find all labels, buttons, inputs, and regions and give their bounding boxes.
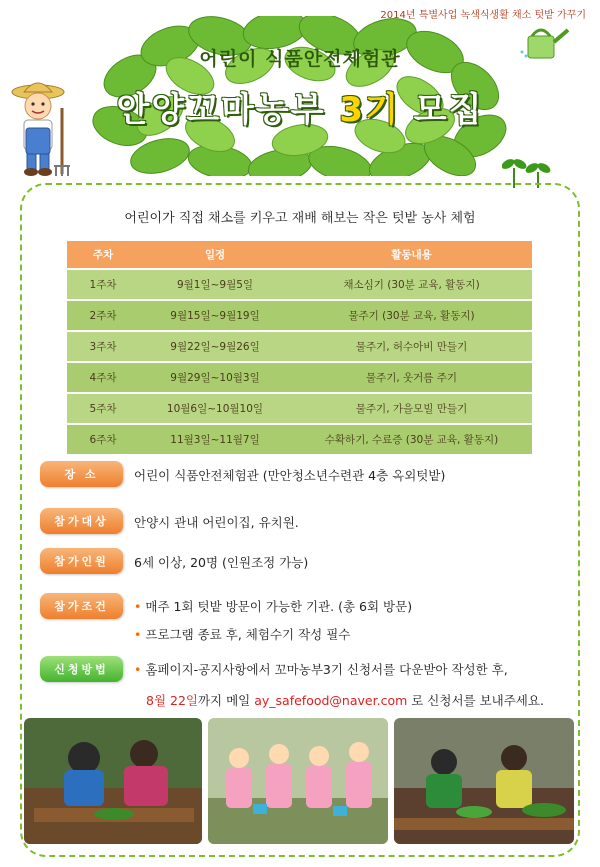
week-cell: 5주차 bbox=[67, 394, 139, 423]
table-row bbox=[67, 270, 532, 299]
table-row bbox=[67, 425, 532, 454]
place-value: 어린이 식품안전체험관 (만안청소년수련관 4층 옥외텃밭) bbox=[134, 468, 446, 483]
condition-item-1 bbox=[134, 597, 412, 615]
activity-cell: 수확하기, 수료증 (30분 교육, 활동지) bbox=[291, 425, 532, 454]
date-cell: 9월15일~9월19일 bbox=[139, 301, 291, 330]
week-cell: 6주차 bbox=[67, 425, 139, 454]
bullet-icon: • bbox=[134, 662, 142, 677]
date-cell: 9월1일~9월5일 bbox=[139, 270, 291, 299]
bullet-icon: • bbox=[134, 627, 142, 642]
activity-cell: 물주기, 허수아비 만들기 bbox=[291, 332, 532, 361]
bullet-icon: • bbox=[134, 599, 142, 614]
activity-cell: 채소심기 (30분 교육, 활동지) bbox=[291, 270, 532, 299]
apply-text-1: 홈페이지-공지사항에서 꼬마농부3기 신청서를 다운받아 작성한 후, bbox=[145, 662, 508, 677]
week-cell: 4주차 bbox=[67, 363, 139, 392]
table-row bbox=[67, 363, 532, 392]
top-note: 2014년 특별사업 녹색식생활 채소 텃밭 가꾸기 bbox=[380, 10, 586, 21]
photo-children-garden bbox=[394, 718, 574, 844]
table-row bbox=[67, 394, 532, 423]
week-cell: 2주차 bbox=[67, 301, 139, 330]
target-value: 안양시 관내 어린이집, 유치원. bbox=[134, 515, 299, 530]
title-suffix: 모집 bbox=[399, 90, 484, 130]
activity-cell: 물주기 (30분 교육, 활동지) bbox=[291, 301, 532, 330]
condition-label: 참가조건 bbox=[40, 593, 123, 619]
place-label: 장 소 bbox=[40, 461, 123, 487]
intro-text: 어린이가 직접 채소를 키우고 재배 해보는 작은 텃밭 농사 체험 bbox=[124, 211, 476, 226]
activity-cell: 물주기, 웃거름 주기 bbox=[291, 363, 532, 392]
apply-end-text: 로 신청서를 보내주세요. bbox=[407, 693, 544, 708]
photo-children-watering bbox=[208, 718, 388, 844]
date-cell: 9월22일~9월26일 bbox=[139, 332, 291, 361]
title-accent: 3기 bbox=[339, 90, 400, 130]
count-value: 6세 이상, 20명 (인원조정 가능) bbox=[134, 555, 309, 570]
schedule-header-row bbox=[67, 241, 532, 268]
apply-deadline: 8월 22일 bbox=[146, 693, 198, 708]
date-cell: 11월3일~11월7일 bbox=[139, 425, 291, 454]
table-row bbox=[67, 332, 532, 361]
count-label: 참가인원 bbox=[40, 548, 123, 574]
activity-cell: 물주기, 가을모빌 만들기 bbox=[291, 394, 532, 423]
apply-label: 신청방법 bbox=[40, 656, 123, 682]
condition-text-2: 프로그램 종료 후, 체험수기 작성 필수 bbox=[145, 627, 351, 642]
apply-item-1 bbox=[134, 660, 508, 678]
week-cell: 1주차 bbox=[67, 270, 139, 299]
apply-item-2 bbox=[146, 691, 544, 709]
schedule-table bbox=[67, 239, 532, 456]
farmer-illustration bbox=[10, 78, 80, 178]
date-cell: 10월6일~10월10일 bbox=[139, 394, 291, 423]
photo-children-planting bbox=[24, 718, 202, 844]
condition-item-2 bbox=[134, 625, 350, 643]
header-week: 주차 bbox=[67, 241, 139, 268]
subtitle: 어린이 식품안전체험관 bbox=[199, 48, 401, 70]
apply-mid-text: 까지 메일 bbox=[197, 693, 255, 708]
page-title bbox=[0, 82, 600, 131]
watering-can-icon bbox=[518, 22, 570, 62]
header-activity: 활동내용 bbox=[291, 241, 532, 268]
week-cell: 3주차 bbox=[67, 332, 139, 361]
apply-email-link[interactable]: ay_safefood@naver.com bbox=[254, 693, 408, 708]
date-cell: 9월29일~10월3일 bbox=[139, 363, 291, 392]
header-date: 일정 bbox=[139, 241, 291, 268]
condition-text-1: 매주 1회 텃밭 방문이 가능한 기관. (총 6회 방문) bbox=[145, 599, 413, 614]
table-row bbox=[67, 301, 532, 330]
target-label: 참가대상 bbox=[40, 508, 123, 534]
title-prefix: 안양꼬마농부 bbox=[116, 90, 340, 130]
